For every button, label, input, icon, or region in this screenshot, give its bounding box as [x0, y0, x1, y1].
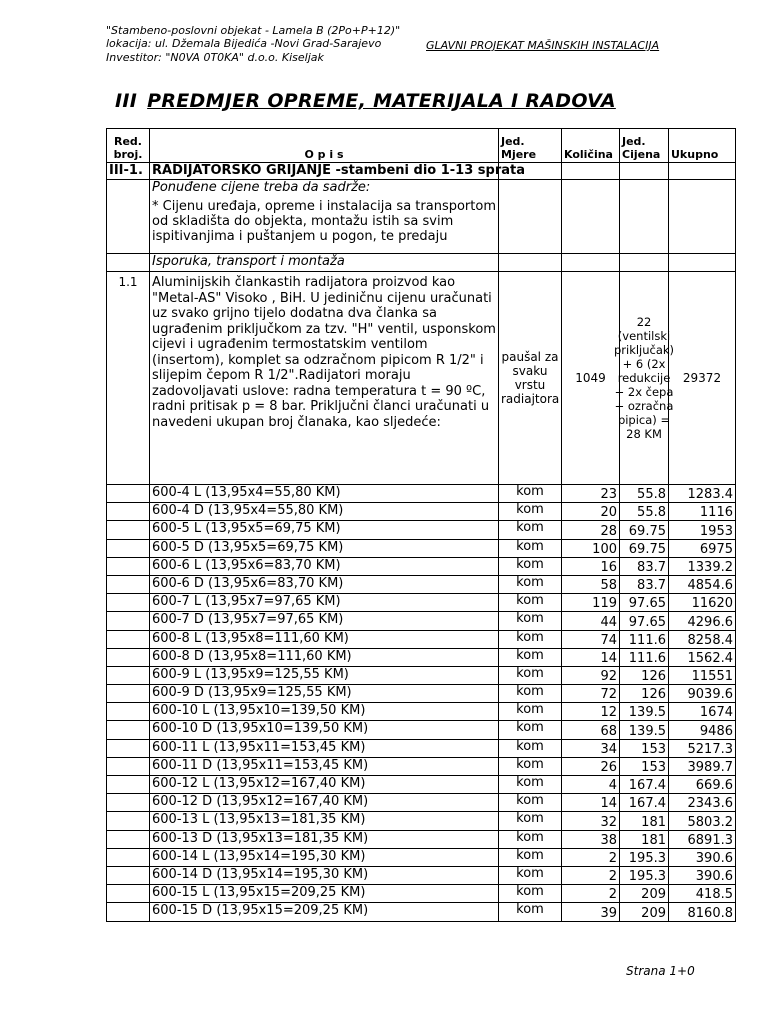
row-description: 600-10 L (13,95x10=139,50 KM)	[150, 703, 499, 721]
row-number-cell	[107, 539, 150, 557]
row-number-cell	[107, 630, 150, 648]
row-description: 600-8 L (13,95x8=111,60 KM)	[150, 630, 499, 648]
row-unit-price: 209	[620, 903, 669, 921]
empty-cell	[562, 254, 620, 272]
row-number-cell	[107, 703, 150, 721]
row-description: 600-4 L (13,95x4=55,80 KM)	[150, 485, 499, 503]
row-number-cell	[107, 848, 150, 866]
row-unit-price: 111.6	[620, 648, 669, 666]
row-total: 2343.6	[669, 794, 736, 812]
row-total: 390.6	[669, 848, 736, 866]
row-unit: kom	[499, 739, 562, 757]
table-row	[107, 885, 736, 903]
row-unit: kom	[499, 721, 562, 739]
row-unit: kom	[499, 557, 562, 575]
row-description: 600-14 L (13,95x14=195,30 KM)	[150, 848, 499, 866]
row-total: 11551	[669, 666, 736, 684]
bill-of-quantities-table	[106, 128, 736, 922]
row-number-cell	[107, 903, 150, 921]
item-quantity: 1049	[562, 272, 620, 485]
row-total: 5217.3	[669, 739, 736, 757]
row-unit: kom	[499, 685, 562, 703]
row-quantity: 26	[562, 757, 620, 775]
row-quantity: 23	[562, 485, 620, 503]
section-title: RADIJATORSKO GRIJANJE -stambeni dio 1-13 sprata	[150, 163, 499, 180]
row-unit: kom	[499, 848, 562, 866]
table-row	[107, 630, 736, 648]
table-row	[107, 757, 736, 775]
row-total: 1953	[669, 521, 736, 539]
empty-cell	[620, 254, 669, 272]
row-quantity: 14	[562, 648, 620, 666]
row-quantity: 119	[562, 594, 620, 612]
row-total: 11620	[669, 594, 736, 612]
row-quantity: 2	[562, 848, 620, 866]
row-unit-price: 139.5	[620, 703, 669, 721]
row-unit: kom	[499, 503, 562, 521]
empty-cell	[669, 180, 736, 254]
table-row	[107, 866, 736, 884]
item-total: 29372	[669, 272, 736, 485]
row-unit-price: 83.7	[620, 575, 669, 593]
row-unit-price: 209	[620, 885, 669, 903]
header-project-title: GLAVNI PROJEKAT MAŠINSKIH INSTALACIJA	[426, 39, 660, 52]
row-number-cell	[107, 830, 150, 848]
row-description: 600-11 D (13,95x11=153,45 KM)	[150, 757, 499, 775]
row-number-cell	[107, 739, 150, 757]
row-total: 8258.4	[669, 630, 736, 648]
row-total: 1339.2	[669, 557, 736, 575]
table-row	[107, 575, 736, 593]
row-total: 4854.6	[669, 575, 736, 593]
row-number-cell	[107, 557, 150, 575]
table-row	[107, 685, 736, 703]
table-row	[107, 557, 736, 575]
empty-cell	[499, 180, 562, 254]
row-total: 390.6	[669, 866, 736, 884]
row-description: 600-14 D (13,95x14=195,30 KM)	[150, 866, 499, 884]
row-total: 1283.4	[669, 485, 736, 503]
table-row	[107, 721, 736, 739]
empty-cell	[562, 180, 620, 254]
delivery-row	[107, 254, 736, 272]
row-unit-price: 126	[620, 666, 669, 684]
row-unit-price: 167.4	[620, 776, 669, 794]
row-total: 6975	[669, 539, 736, 557]
table-row	[107, 703, 736, 721]
row-unit-price: 181	[620, 812, 669, 830]
row-unit: kom	[499, 485, 562, 503]
row-total: 9486	[669, 721, 736, 739]
item-description: Aluminijskih člankastih radijatora proizvod kao "Metal-AS" Visoko , BiH. U jediničnu cijenu uračunati uz svako grijno tijelo dodatna dva članka sa ugrađenim priključkom za tzv. "H" ventil, usponskom cijevi i ugrađenim termostatskim ventilom (insertom), komplet sa odzračnom pipicom R 1/2" i slijepim čepom R 1/2".Radijatori moraju zadovoljavati uslove: radna temperatura t = 90 ºC, radni pritisak p = 8 bar. Priključni članci uračunati u navedeni ukupan broj članaka, kao sljedeće:	[150, 272, 499, 485]
row-unit: kom	[499, 521, 562, 539]
row-unit: kom	[499, 666, 562, 684]
row-number-cell	[107, 721, 150, 739]
note-text: * Cijenu uređaja, opreme i instalacija sa transportom od skladišta do objekta, montažu istih sa svim ispitivanjima i puštanjem u pogon, te predaju	[152, 199, 496, 244]
row-total: 8160.8	[669, 903, 736, 921]
row-description: 600-8 D (13,95x8=111,60 KM)	[150, 648, 499, 666]
row-quantity: 4	[562, 776, 620, 794]
empty-cell	[499, 254, 562, 272]
empty-cell	[107, 254, 150, 272]
row-quantity: 72	[562, 685, 620, 703]
row-quantity: 58	[562, 575, 620, 593]
table-row	[107, 503, 736, 521]
row-number-cell	[107, 812, 150, 830]
empty-cell	[669, 254, 736, 272]
row-description: 600-15 L (13,95x15=209,25 KM)	[150, 885, 499, 903]
row-unit-price: 195.3	[620, 866, 669, 884]
row-number-cell	[107, 594, 150, 612]
table-row	[107, 739, 736, 757]
row-total: 9039.6	[669, 685, 736, 703]
row-description: 600-13 L (13,95x13=181,35 KM)	[150, 812, 499, 830]
row-total: 3989.7	[669, 757, 736, 775]
table-row	[107, 612, 736, 630]
row-total: 1674	[669, 703, 736, 721]
table-row	[107, 794, 736, 812]
row-number-cell	[107, 575, 150, 593]
row-unit: kom	[499, 630, 562, 648]
empty-cell	[562, 163, 620, 180]
col-header-kolicina: Količina	[562, 129, 620, 163]
row-total: 418.5	[669, 885, 736, 903]
row-total: 4296.6	[669, 612, 736, 630]
row-total: 669.6	[669, 776, 736, 794]
row-unit: kom	[499, 830, 562, 848]
row-unit-price: 167.4	[620, 794, 669, 812]
row-description: 600-10 D (13,95x10=139,50 KM)	[150, 721, 499, 739]
row-total: 1116	[669, 503, 736, 521]
row-quantity: 14	[562, 794, 620, 812]
header-line-location: lokacija: ul. Džemala Bijedića -Novi Grad-Sarajevo	[106, 37, 382, 50]
row-unit-price: 69.75	[620, 539, 669, 557]
row-description: 600-7 D (13,95x7=97,65 KM)	[150, 612, 499, 630]
table-row	[107, 594, 736, 612]
item-number: 1.1	[107, 272, 150, 485]
row-quantity: 44	[562, 612, 620, 630]
row-description: 600-6 L (13,95x6=83,70 KM)	[150, 557, 499, 575]
row-unit: kom	[499, 757, 562, 775]
row-unit-price: 153	[620, 739, 669, 757]
note-cell	[150, 180, 499, 254]
section-number: III-1.	[107, 163, 150, 180]
row-total: 5803.2	[669, 812, 736, 830]
row-unit: kom	[499, 575, 562, 593]
table-row	[107, 521, 736, 539]
table-row	[107, 848, 736, 866]
row-description: 600-6 D (13,95x6=83,70 KM)	[150, 575, 499, 593]
row-number-cell	[107, 866, 150, 884]
row-quantity: 32	[562, 812, 620, 830]
item-unit-price	[613, 272, 675, 485]
row-quantity: 28	[562, 521, 620, 539]
row-description: 600-9 L (13,95x9=125,55 KM)	[150, 666, 499, 684]
table-row	[107, 776, 736, 794]
empty-cell	[107, 180, 150, 254]
row-description: 600-7 L (13,95x7=97,65 KM)	[150, 594, 499, 612]
table-row	[107, 830, 736, 848]
row-quantity: 2	[562, 866, 620, 884]
table-row	[107, 648, 736, 666]
row-description: 600-12 L (13,95x12=167,40 KM)	[150, 776, 499, 794]
row-quantity: 12	[562, 703, 620, 721]
row-description: 600-9 D (13,95x9=125,55 KM)	[150, 685, 499, 703]
row-quantity: 38	[562, 830, 620, 848]
page-number: Strana 1+0	[626, 964, 695, 978]
row-unit-price: 139.5	[620, 721, 669, 739]
row-quantity: 2	[562, 885, 620, 903]
empty-cell	[669, 163, 736, 180]
col-header-jed-cijena: Jed. Cijena	[620, 129, 669, 163]
row-unit-price: 126	[620, 685, 669, 703]
row-quantity: 100	[562, 539, 620, 557]
row-unit: kom	[499, 648, 562, 666]
row-unit: kom	[499, 903, 562, 921]
row-description: 600-13 D (13,95x13=181,35 KM)	[150, 830, 499, 848]
row-number-cell	[107, 685, 150, 703]
table-row	[107, 903, 736, 921]
header-line-building: "Stambeno-poslovni objekat - Lamela B (2Po+P+12)"	[106, 24, 401, 37]
row-unit: kom	[499, 594, 562, 612]
row-number-cell	[107, 794, 150, 812]
row-quantity: 68	[562, 721, 620, 739]
table-row	[107, 812, 736, 830]
table-header-row	[107, 129, 736, 163]
row-unit: kom	[499, 612, 562, 630]
row-quantity: 92	[562, 666, 620, 684]
col-header-red-broj: Red. broj.	[107, 129, 150, 163]
row-unit: kom	[499, 539, 562, 557]
row-number-cell	[107, 776, 150, 794]
delivery-label: Isporuka, transport i montaža	[150, 254, 499, 272]
row-number-cell	[107, 521, 150, 539]
row-unit: kom	[499, 866, 562, 884]
row-number-cell	[107, 503, 150, 521]
title-text: PREDMJER OPREME, MATERIJALA I RADOVA	[147, 90, 616, 112]
row-unit: kom	[499, 703, 562, 721]
row-total: 6891.3	[669, 830, 736, 848]
row-unit: kom	[499, 812, 562, 830]
row-number-cell	[107, 648, 150, 666]
row-quantity: 34	[562, 739, 620, 757]
row-number-cell	[107, 666, 150, 684]
table-row	[107, 666, 736, 684]
row-number-cell	[107, 885, 150, 903]
table-row	[107, 485, 736, 503]
col-header-jed-mjere: Jed. Mjere	[499, 129, 562, 163]
page-title	[115, 90, 616, 112]
row-quantity: 16	[562, 557, 620, 575]
row-unit-price: 111.6	[620, 630, 669, 648]
section-row	[107, 163, 736, 180]
col-header-opis: O p i s	[150, 129, 499, 163]
table-row	[107, 539, 736, 557]
row-unit-price: 55.8	[620, 485, 669, 503]
row-description: 600-11 L (13,95x11=153,45 KM)	[150, 739, 499, 757]
row-description: 600-5 L (13,95x5=69,75 KM)	[150, 521, 499, 539]
row-unit-price: 153	[620, 757, 669, 775]
row-unit: kom	[499, 794, 562, 812]
row-total: 1562.4	[669, 648, 736, 666]
row-quantity: 20	[562, 503, 620, 521]
item-unit: paušal za svaku vrstu radiajtora	[499, 272, 562, 485]
note-heading: Ponuđene cijene treba da sadrže:	[152, 180, 371, 195]
row-description: 600-5 D (13,95x5=69,75 KM)	[150, 539, 499, 557]
col-header-ukupno: Ukupno	[669, 129, 736, 163]
row-unit: kom	[499, 776, 562, 794]
row-unit-price: 55.8	[620, 503, 669, 521]
row-quantity: 39	[562, 903, 620, 921]
empty-cell	[620, 180, 669, 254]
row-unit-price: 97.65	[620, 594, 669, 612]
header-line-investor: Investitor: "N0VA 0T0KA" d.o.o. Kiseljak	[106, 51, 324, 64]
empty-cell	[620, 163, 669, 180]
row-unit-price: 181	[620, 830, 669, 848]
row-unit-price: 97.65	[620, 612, 669, 630]
item-unit-price-text: 22 (ventilski priključak) + 6 (2x redukcije + 2x čepa + ozračna pipica) = 28 KM	[613, 315, 675, 441]
row-unit-price: 195.3	[620, 848, 669, 866]
row-number-cell	[107, 612, 150, 630]
row-description: 600-4 D (13,95x4=55,80 KM)	[150, 503, 499, 521]
row-quantity: 74	[562, 630, 620, 648]
row-number-cell	[107, 757, 150, 775]
row-unit-price: 69.75	[620, 521, 669, 539]
row-unit-price: 83.7	[620, 557, 669, 575]
row-unit: kom	[499, 885, 562, 903]
title-number: III	[115, 90, 138, 112]
note-row	[107, 180, 736, 254]
row-description: 600-12 D (13,95x12=167,40 KM)	[150, 794, 499, 812]
row-number-cell	[107, 485, 150, 503]
main-item-row	[107, 272, 736, 485]
row-description: 600-15 D (13,95x15=209,25 KM)	[150, 903, 499, 921]
